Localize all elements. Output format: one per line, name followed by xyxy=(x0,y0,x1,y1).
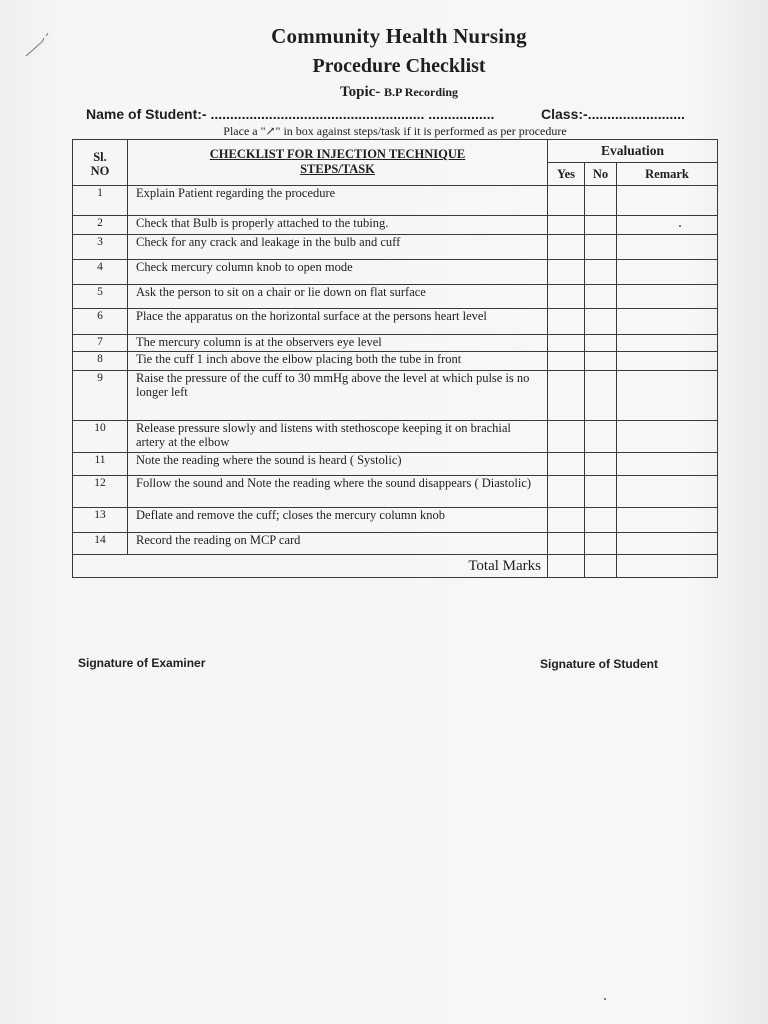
table-row xyxy=(73,285,718,309)
step-task: Check mercury column knob to open mode xyxy=(128,260,548,285)
remark-box[interactable] xyxy=(617,421,718,453)
class-field-group xyxy=(541,106,685,122)
table-row xyxy=(73,421,718,453)
no-box[interactable] xyxy=(585,476,617,508)
step-task: Follow the sound and Note the reading where the sound disappears ( Diastolic) xyxy=(128,476,548,508)
task-header-line1: CHECKLIST FOR INJECTION TECHNIQUE xyxy=(209,147,466,161)
table-row xyxy=(73,260,718,285)
step-task: Record the reading on MCP card xyxy=(128,533,548,555)
step-task: Release pressure slowly and listens with stethoscope keeping it on brachial artery at the elbow xyxy=(128,421,548,453)
step-task: Raise the pressure of the cuff to 30 mmHg above the level at which pulse is no longer left xyxy=(128,371,548,421)
topic-line xyxy=(0,84,768,101)
table-row xyxy=(73,453,718,476)
table-row xyxy=(73,371,718,421)
topic-value: B.P Recording xyxy=(384,85,459,99)
no-box[interactable] xyxy=(585,335,617,352)
total-yes-box[interactable] xyxy=(548,555,585,578)
step-number: 8 xyxy=(73,352,128,371)
document-subtitle: Procedure Checklist xyxy=(312,55,486,77)
examiner-signature-label: Signature of Examiner xyxy=(78,656,206,670)
yes-box[interactable] xyxy=(548,285,585,309)
sl-no-label: Sl. NO xyxy=(90,150,110,178)
speck-dot xyxy=(604,998,606,1000)
class-field[interactable]: ......................... xyxy=(587,106,685,122)
yes-box[interactable] xyxy=(548,235,585,260)
column-header-remark: Remark xyxy=(617,163,718,186)
no-box[interactable] xyxy=(585,186,617,216)
step-number: 11 xyxy=(73,453,128,476)
column-header-task xyxy=(128,140,548,186)
yes-box[interactable] xyxy=(548,186,585,216)
total-no-box[interactable] xyxy=(585,555,617,578)
document-title: Community Health Nursing xyxy=(271,24,527,48)
step-task: Place the apparatus on the horizontal surface at the persons heart level xyxy=(128,309,548,335)
total-row xyxy=(73,555,718,578)
speck-dot xyxy=(679,225,681,227)
remark-box[interactable] xyxy=(617,285,718,309)
step-number: 6 xyxy=(73,309,128,335)
yes-box[interactable] xyxy=(548,533,585,555)
remark-box[interactable] xyxy=(617,371,718,421)
remark-box[interactable] xyxy=(617,508,718,533)
yes-box[interactable] xyxy=(548,352,585,371)
no-box[interactable] xyxy=(585,260,617,285)
column-header-sl-no xyxy=(73,140,128,186)
topic-label: Topic- xyxy=(339,84,381,100)
step-task: The mercury column is at the observers eye level xyxy=(128,335,548,352)
student-info-line xyxy=(86,106,706,122)
table-row xyxy=(73,508,718,533)
step-task: Tie the cuff 1 inch above the elbow placing both the tube in front xyxy=(128,352,548,371)
step-number: 3 xyxy=(73,235,128,260)
table-row xyxy=(73,216,718,235)
step-task: Ask the person to sit on a chair or lie down on flat surface xyxy=(128,285,548,309)
yes-box[interactable] xyxy=(548,453,585,476)
step-number: 2 xyxy=(73,216,128,235)
step-number: 12 xyxy=(73,476,128,508)
yes-box[interactable] xyxy=(548,476,585,508)
class-label: Class:- xyxy=(541,106,588,122)
no-box[interactable] xyxy=(585,421,617,453)
table-row xyxy=(73,476,718,508)
no-box[interactable] xyxy=(585,533,617,555)
instruction-text: Place a "↗" in box against steps/task if it is performed as per procedure xyxy=(223,124,567,138)
no-box[interactable] xyxy=(585,508,617,533)
yes-box[interactable] xyxy=(548,335,585,352)
step-number: 5 xyxy=(73,285,128,309)
remark-box[interactable] xyxy=(617,533,718,555)
step-number: 1 xyxy=(73,186,128,216)
yes-box[interactable] xyxy=(548,216,585,235)
table-row xyxy=(73,235,718,260)
yes-box[interactable] xyxy=(548,309,585,335)
step-number: 13 xyxy=(73,508,128,533)
no-box[interactable] xyxy=(585,352,617,371)
step-task: Deflate and remove the cuff; closes the mercury column knob xyxy=(128,508,548,533)
remark-box[interactable] xyxy=(617,453,718,476)
yes-box[interactable] xyxy=(548,260,585,285)
no-box[interactable] xyxy=(585,216,617,235)
remark-box[interactable] xyxy=(617,309,718,335)
column-header-no: No xyxy=(585,163,617,186)
table-row xyxy=(73,533,718,555)
task-header-line2: STEPS/TASK xyxy=(300,162,375,176)
step-number: 7 xyxy=(73,335,128,352)
yes-box[interactable] xyxy=(548,371,585,421)
column-header-yes: Yes xyxy=(548,163,585,186)
remark-box[interactable] xyxy=(617,235,718,260)
step-number: 9 xyxy=(73,371,128,421)
step-task: Explain Patient regarding the procedure xyxy=(128,186,548,216)
step-task: Note the reading where the sound is heard ( Systolic) xyxy=(128,453,548,476)
column-header-evaluation: Evaluation xyxy=(548,140,718,163)
remark-box[interactable] xyxy=(617,476,718,508)
student-name-field[interactable]: ....................................................... ................. xyxy=(210,106,495,122)
table-header-row xyxy=(73,140,718,163)
student-name-label: Name of Student:- xyxy=(86,106,207,122)
step-number: 10 xyxy=(73,421,128,453)
no-box[interactable] xyxy=(585,453,617,476)
no-box[interactable] xyxy=(585,285,617,309)
remark-box[interactable] xyxy=(617,352,718,371)
remark-box[interactable] xyxy=(617,260,718,285)
checklist-table xyxy=(72,139,718,578)
yes-box[interactable] xyxy=(548,421,585,453)
step-task: Check for any crack and leakage in the bulb and cuff xyxy=(128,235,548,260)
remark-box[interactable] xyxy=(617,216,718,235)
remark-box[interactable] xyxy=(617,186,718,216)
total-marks-label: Total Marks xyxy=(73,555,548,578)
table-row xyxy=(73,186,718,216)
no-box[interactable] xyxy=(585,371,617,421)
step-task: Check that Bulb is properly attached to the tubing. xyxy=(128,216,548,235)
step-number: 4 xyxy=(73,260,128,285)
no-box[interactable] xyxy=(585,309,617,335)
student-signature-label: Signature of Student xyxy=(540,657,658,671)
step-number: 14 xyxy=(73,533,128,555)
no-box[interactable] xyxy=(585,235,617,260)
yes-box[interactable] xyxy=(548,508,585,533)
table-row xyxy=(73,309,718,335)
total-remark-box[interactable] xyxy=(617,555,718,578)
table-row xyxy=(73,335,718,352)
remark-box[interactable] xyxy=(617,335,718,352)
table-row xyxy=(73,352,718,371)
